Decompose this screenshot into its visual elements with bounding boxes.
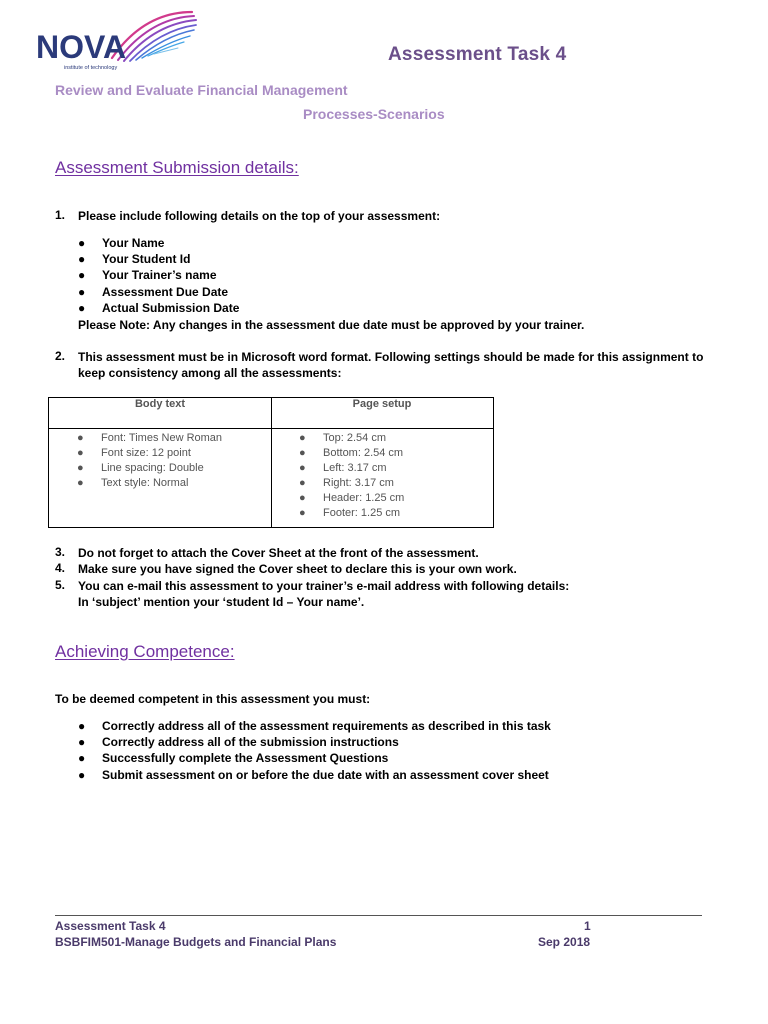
table-cell-item: ● Footer: 1.25 cm: [299, 507, 401, 520]
subtitle-line-1: Review and Evaluate Financial Management: [55, 82, 348, 98]
item-5-line-2: In ‘subject’ mention your ‘student Id – Your name’.: [78, 595, 365, 609]
footer-unit: BSBFIM501-Manage Budgets and Financial Plans: [55, 935, 337, 949]
item-1-number: 1.: [55, 208, 66, 222]
page-setup-list: [299, 431, 404, 522]
details-list: [78, 235, 239, 316]
body-text-list: [77, 431, 222, 491]
subtitle-line-2: Processes-Scenarios: [303, 106, 445, 122]
table-cell-item: ● Top: 2.54 cm: [299, 432, 386, 444]
list-item: ● Successfully complete the Assessment Questions: [78, 751, 389, 766]
item-3-number: 3.: [55, 545, 66, 559]
list-item: ● Actual Submission Date: [78, 300, 240, 315]
nova-logo: [34, 6, 202, 74]
table-cell-item: ● Left: 3.17 cm: [299, 462, 387, 475]
table-cell-item: ● Text style: Normal: [77, 477, 189, 490]
item-2-number: 2.: [55, 349, 66, 363]
item-2-line-2: keep consistency among all the assessments:: [78, 366, 342, 380]
page-title: Assessment Task 4: [388, 44, 567, 65]
list-item: ● Correctly address all of the submission instructions: [78, 735, 399, 750]
table-cell-item: ● Bottom: 2.54 cm: [299, 447, 404, 460]
item-4-number: 4.: [55, 561, 66, 575]
footer-title: Assessment Task 4: [55, 919, 166, 933]
item-5-number: 5.: [55, 578, 66, 592]
due-date-note: Please Note: Any changes in the assessment due date must be approved by your trainer.: [78, 318, 585, 332]
table-header-page-setup: Page setup: [352, 398, 412, 410]
logo-text: NOVA: [36, 29, 127, 65]
competence-heading: Achieving Competence:: [55, 642, 235, 661]
logo-tagline: institute of technology: [64, 65, 118, 71]
settings-table: [48, 397, 494, 528]
item-5-line-1: You can e-mail this assessment to your trainer’s e-mail address with following details:: [78, 579, 570, 593]
list-item: ● Submit assessment on or before the due date with an assessment cover sheet: [78, 767, 549, 782]
item-1-text: Please include following details on the top of your assessment:: [78, 209, 441, 223]
item-2-line-1: This assessment must be in Microsoft word format. Following settings should be made for this assignment to: [78, 350, 704, 364]
footer-date: Sep 2018: [538, 935, 591, 949]
table-cell-item: ● Font size: 12 point: [77, 447, 191, 460]
list-item: ● Your Trainer’s name: [78, 268, 217, 283]
competence-intro: To be deemed competent in this assessment you must:: [55, 692, 371, 706]
footer-divider: [55, 915, 702, 916]
competence-list: [78, 718, 551, 783]
item-4-text: Make sure you have signed the Cover sheet to declare this is your own work.: [78, 562, 517, 576]
list-item: ● Assessment Due Date: [78, 284, 229, 299]
table-cell-item: ● Right: 3.17 cm: [299, 477, 394, 490]
item-3-text: Do not forget to attach the Cover Sheet at the front of the assessment.: [78, 546, 479, 560]
table-cell-item: ● Header: 1.25 cm: [299, 492, 405, 505]
table-cell-item: ● Font: Times New Roman: [77, 432, 223, 444]
list-item: ● Your Student Id: [78, 252, 191, 267]
page-number: 1: [584, 919, 591, 933]
list-item: ● Correctly address all of the assessment requirements as described in this task: [78, 719, 551, 733]
table-cell-item: ● Line spacing: Double: [77, 462, 204, 475]
table-header-body-text: Body text: [134, 398, 186, 410]
submission-heading: Assessment Submission details:: [55, 158, 299, 177]
list-item: ● Your Name: [78, 236, 165, 250]
